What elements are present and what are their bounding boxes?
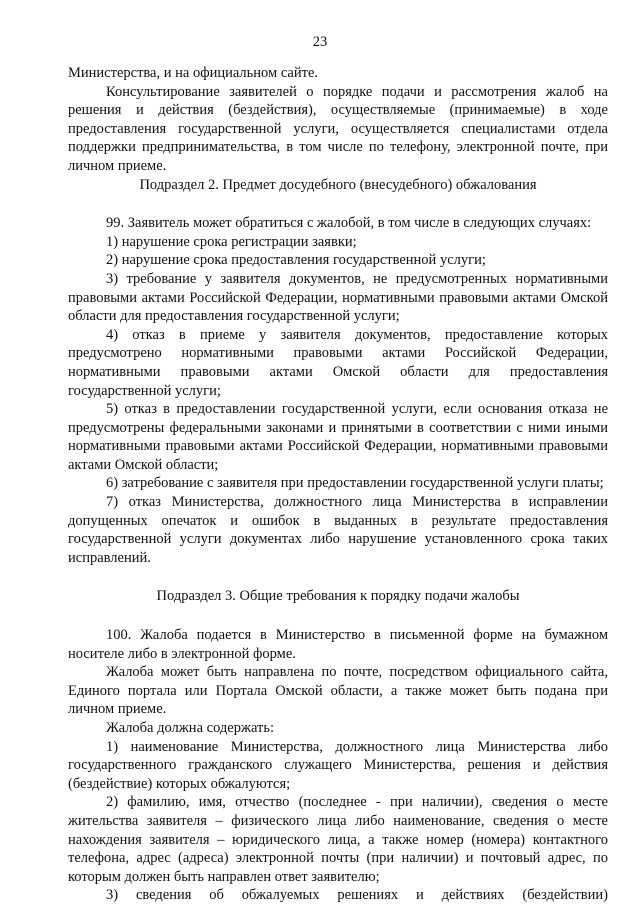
subsection-2-heading: Подраздел 2. Предмет досудебного (внесудебного) обжалования xyxy=(139,176,537,193)
spacer xyxy=(68,567,608,587)
list-item: 6) затребование с заявителя при предоставлении государственной услуги платы; xyxy=(106,475,604,492)
paragraph-send-methods: Жалоба может быть направлена по почте, посредством официального сайта, Единого портала или Портала Омской области, а также может быть подана при личном приеме. xyxy=(68,664,608,718)
page-number: 23 xyxy=(312,34,328,50)
list-item: 1) наименование Министерства, должностного лица Министерства либо государственного гражданского служащего Министерства, решения и действия (бездействие) которых обжалуются; xyxy=(68,738,608,792)
list-item: 2) нарушение срока предоставления государственной услуги; xyxy=(106,252,486,269)
list-item: 2) фамилию, имя, отчество (последнее - при наличии), сведения о месте жительства заявителя – физического лица либо наименование, сведения о месте нахождения заявителя – юридического лица, а также номер (номера) контактного телефона, адрес (адреса) электронной почты (при наличии) и почтовый адрес, по которым должен быть направлен ответ заявителю; xyxy=(68,794,608,885)
list-item: 3) требование у заявителя документов, не предусмотренных нормативными правовыми актами Российской Федерации, нормативными правовыми актами Омской области для предоставления государственной услуги; xyxy=(68,270,608,325)
paragraph-100: 100. Жалоба подается в Министерство в письменной форме на бумажном носителе либо в электронной форме. xyxy=(68,627,608,662)
list-item: 4) отказ в приеме у заявителя документов, предоставление которых предусмотрено нормативными правовыми актами Российской Федерации, нормативными правовыми актами Омской области для предоставления государственной услуги; xyxy=(68,326,608,399)
spacer xyxy=(68,606,608,626)
subsection-3-heading: Подраздел 3. Общие требования к порядку подачи жалобы xyxy=(156,588,520,605)
list-item: 7) отказ Министерства, должностного лица Министерства в исправлении допущенных опечаток и ошибок в выданных в результате предоставления государственной услуги документах либо нарушение установленного срока таких исправлений. xyxy=(68,494,608,566)
paragraph-99-lead: 99. Заявитель может обратиться с жалобой, в том числе в следующих случаях: xyxy=(106,215,592,232)
paragraph-consultation: Консультирование заявителей о порядке подачи и рассмотрения жалоб на решения и действия (бездействия), осуществляемые (принимаемые) в ходе предоставления государственной услуги, осуществляется специалистами отдела поддержки предпринимательства, в том числе по телефону, электронной почте, при личном приеме. xyxy=(68,83,608,174)
document-body xyxy=(68,64,608,905)
list-item: 1) нарушение срока регистрации заявки; xyxy=(106,233,357,250)
list-item: 3) сведения об обжалуемых решениях и действиях (бездействии) xyxy=(106,887,608,904)
paragraph-intro-tail: Министерства, и на официальном сайте. xyxy=(68,65,319,81)
spacer xyxy=(68,194,608,214)
paragraph-contain: Жалоба должна содержать: xyxy=(106,720,275,736)
list-item: 5) отказ в предоставлении государственной услуги, если основания отказа не предусмотрены федеральными законами и принятыми в соответствии с ними иными нормативными правовыми актами Российской Федерации, нормативными правовыми актами Омской области; xyxy=(68,401,608,473)
